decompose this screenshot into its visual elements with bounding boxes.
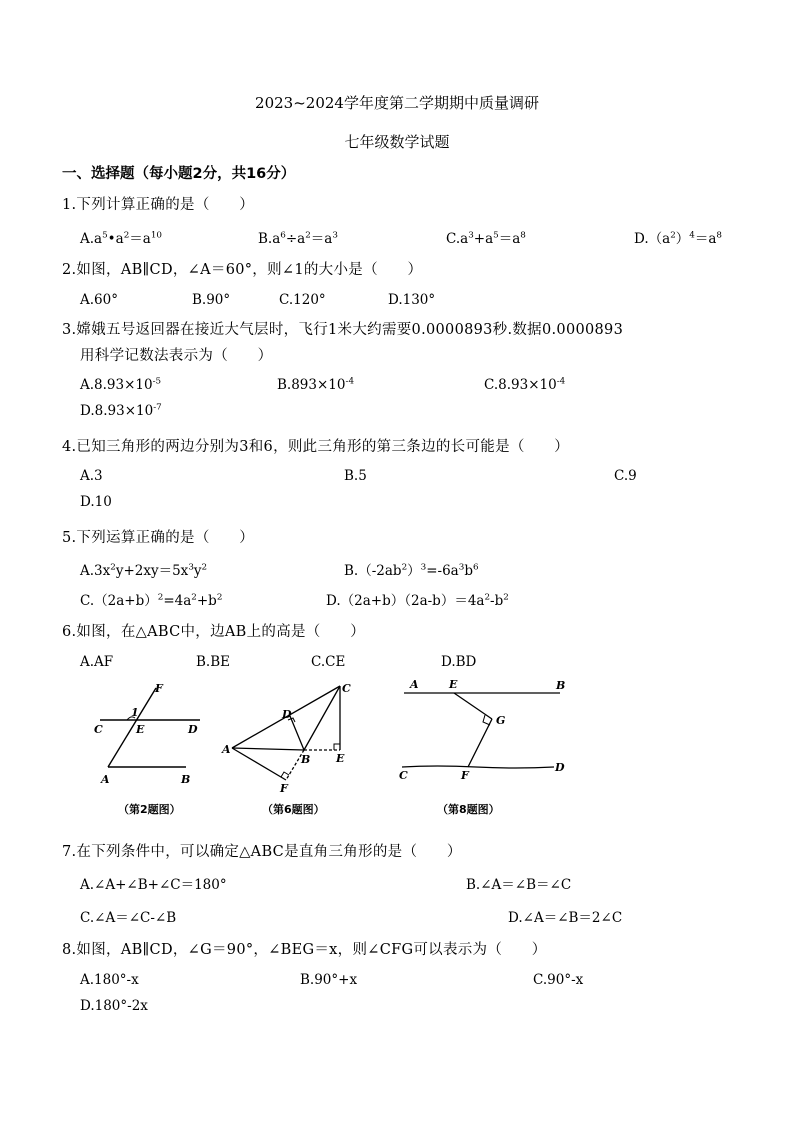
fig8-label-e: E	[449, 678, 458, 691]
question-1-stem: 1.下列计算正确的是（ ）	[62, 197, 255, 213]
q1-option-c: $C.a^3+a^5=a^8$	[446, 230, 526, 247]
fig6-label-a: A	[222, 743, 231, 756]
q4-option-c: C.9	[614, 468, 637, 484]
question-8-stem: 8.如图，AB∥CD，∠G＝90°，∠BEG＝x，则∠CFG可以表示为（ ）	[62, 942, 547, 958]
q3-option-b: $B.893\times 10^{-4}$	[277, 376, 355, 393]
question-3-stem-line1: 3.嫦娥五号返回器在接近大气层时，飞行1米大约需要0.0000893秒.数据0.0000893	[62, 322, 624, 338]
q1-option-a: $A.a^5•a^2=a^{10}$	[80, 230, 162, 247]
q6-option-c: C.CE	[311, 654, 346, 670]
figure-6-diagram	[218, 680, 358, 796]
question-3-stem-line2: 用科学记数法表示为（ ）	[80, 348, 273, 364]
fig2-label-b: B	[181, 773, 191, 786]
fig8-label-g: G	[496, 714, 506, 727]
q8-option-c: C.90°-x	[533, 972, 584, 988]
figure-2-diagram	[88, 680, 208, 792]
fig6-label-f: F	[280, 782, 288, 795]
q7-option-c: C.∠A＝∠C-∠B	[80, 910, 177, 926]
caption-figure-8: （第8题图）	[437, 803, 500, 816]
fig8-label-d: D	[555, 761, 565, 774]
q6-option-d: D.BD	[441, 654, 477, 670]
fig2-label-c: C	[94, 723, 103, 736]
question-5-stem: 5.下列运算正确的是（ ）	[62, 530, 255, 546]
fig6-label-b: B	[301, 753, 311, 766]
figure-8-diagram	[396, 675, 572, 787]
fig8-label-f: F	[461, 769, 469, 782]
q3-option-d: $D.8.93\times 10^{-7}$	[80, 402, 162, 419]
q2-option-c: C.120°	[279, 292, 326, 308]
q7-option-b: B.∠A＝∠B＝∠C	[466, 877, 572, 893]
exam-subtitle: 七年级数学试题	[344, 133, 450, 151]
fig8-label-a: A	[410, 678, 419, 691]
q5-option-d: $D.(2a+b)(2a-b)=4a^2-b^2$	[326, 592, 509, 609]
q5-option-c: $C.(2a+b)^2=4a^2+b^2$	[80, 592, 223, 609]
q4-option-b: B.5	[344, 468, 367, 484]
fig2-label-d: D	[188, 723, 198, 736]
question-2-stem: 2.如图，AB∥CD，∠A＝60°，则∠1的大小是（ ）	[62, 262, 423, 278]
caption-figure-6: （第6题图）	[262, 803, 325, 816]
section-heading: 一、选择题（每小题2分，共16分）	[62, 166, 296, 182]
question-7-stem: 7.在下列条件中，可以确定△ABC是直角三角形的是（ ）	[62, 844, 462, 860]
fig6-label-e: E	[336, 752, 345, 765]
q1-option-b: $B.a^6\div a^2=a^3$	[258, 230, 338, 247]
q6-option-b: B.BE	[196, 654, 230, 670]
question-4-stem: 4.已知三角形的两边分别为3和6，则此三角形的第三条边的长可能是（ ）	[62, 439, 570, 455]
q6-option-a: A.AF	[80, 654, 114, 670]
fig2-label-1: 1	[131, 706, 139, 719]
q5-option-b: $B.(-2ab^2)^3=-6a^3b^6$	[344, 562, 479, 579]
q2-option-b: B.90°	[192, 292, 231, 308]
q8-option-b: B.90°+x	[300, 972, 358, 988]
q3-option-c: $C.8.93\times 10^{-4}$	[484, 376, 566, 393]
exam-title: 2023~2024学年度第二学期期中质量调研	[255, 94, 539, 112]
fig8-label-b: B	[556, 679, 566, 692]
q7-option-d: D.∠A＝∠B＝2∠C	[508, 910, 623, 926]
caption-figure-2: （第2题图）	[118, 803, 181, 816]
fig6-label-d: D	[282, 708, 292, 721]
q2-option-a: A.60°	[80, 292, 118, 308]
q1-option-d: $D.(a^2)^4=a^8$	[634, 230, 722, 247]
q7-option-a: A.∠A+∠B+∠C＝180°	[80, 877, 227, 893]
q3-option-a: $A.8.93\times 10^{-5}$	[80, 376, 162, 393]
q8-option-d: D.180°-2x	[80, 998, 148, 1014]
q8-option-a: A.180°-x	[80, 972, 139, 988]
fig2-label-e: E	[136, 723, 145, 736]
q2-option-d: D.130°	[388, 292, 436, 308]
q4-option-a: A.3	[80, 468, 103, 484]
fig8-label-c: C	[399, 769, 408, 782]
question-6-stem: 6.如图，在△ABC中，边AB上的高是（ ）	[62, 624, 366, 640]
fig2-label-a: A	[101, 773, 110, 786]
q4-option-d: D.10	[80, 494, 112, 510]
fig2-label-f: F	[155, 682, 163, 695]
q5-option-a: $A.3x^2y+2xy=5x^3y^2$	[80, 562, 208, 579]
fig6-label-c: C	[342, 682, 351, 695]
